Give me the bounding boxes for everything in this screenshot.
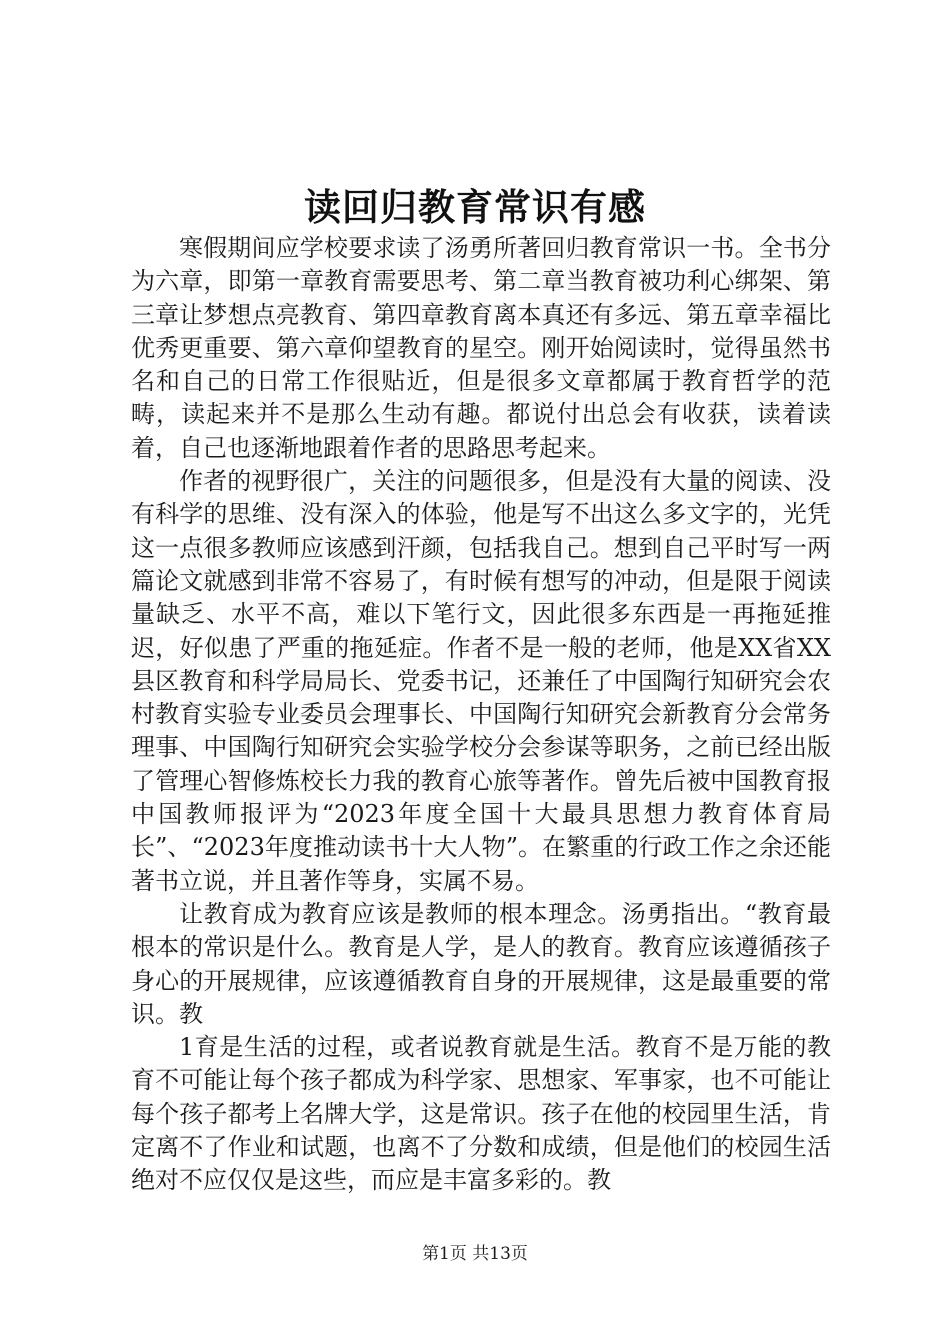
paragraph-1: 寒假期间应学校要求读了汤勇所著回归教育常识一书。全书分为六章，即第一章教育需要思考、第二章当教育被功利心绑架、第三章让梦想点亮教育、第四章教育离本真还有多远、第五章幸福比优秀更重要、第六章仰望教育的星空。刚开始阅读时，觉得虽然书名和自己的日常工作很贴近，但是很多文章都属于教育哲学的范畴，读起来并不是那么生动有趣。都说付出总会有收获，读着读着，自己也逐渐地跟着作者的思路思考起来。 bbox=[131, 234, 831, 462]
paragraph-3: 让教育成为教育应该是教师的根本理念。汤勇指出。“教育最根本的常识是什么。教育是人学，是人的教育。教育应该遵循孩子身心的开展规律，应该遵循教育自身的开展规律，这是最重要的常识。教 bbox=[131, 899, 831, 1028]
paragraph-2: 作者的视野很广，关注的问题很多，但是没有大量的阅读、没有科学的思维、没有深入的体验，他是写不出这么多文字的，光凭这一点很多教师应该感到汗颜，包括我自己。想到自己平时写一两篇论文就感到非常不容易了，有时候有想写的冲动，但是限于阅读量缺乏、水平不高，难以下笔行文，因此很多东西是一再拖延推迟，好似患了严重的拖延症。作者不是一般的老师，他是XX省XX县区教育和科学局局长、党委书记，还兼任了中国陶行知研究会农村教育实验专业委员会理事长、中国陶行知研究会新教育分会常务理事、中国陶行知研究会实验学校分会参谋等职务，之前已经出版了管理心智修炼校长力我的教育心旅等著作。曾先后被中国教育报中国教师报评为“2023年度全国十大最具思想力教育体育局长”、“2023年度推动读书十大人物”。在繁重的行政工作之余还能著书立说，并且著作等身，实属不易。 bbox=[131, 467, 831, 895]
paragraph-4: 1育是生活的过程，或者说教育就是生活。教育不是万能的教育不可能让每个孩子都成为科学家、思想家、军事家，也不可能让每个孩子都考上名牌大学，这是常识。孩子在他的校园里生活，肯定离不了作业和试题，也离不了分数和成绩，但是他们的校园生活绝对不应仅仅是这些，而应是丰富多彩的。教 bbox=[131, 1033, 831, 1195]
page-footer: 第1页 共13页 bbox=[422, 1244, 528, 1264]
document-title: 读回归教育常识有感 bbox=[304, 185, 646, 229]
document-body bbox=[131, 232, 831, 1198]
